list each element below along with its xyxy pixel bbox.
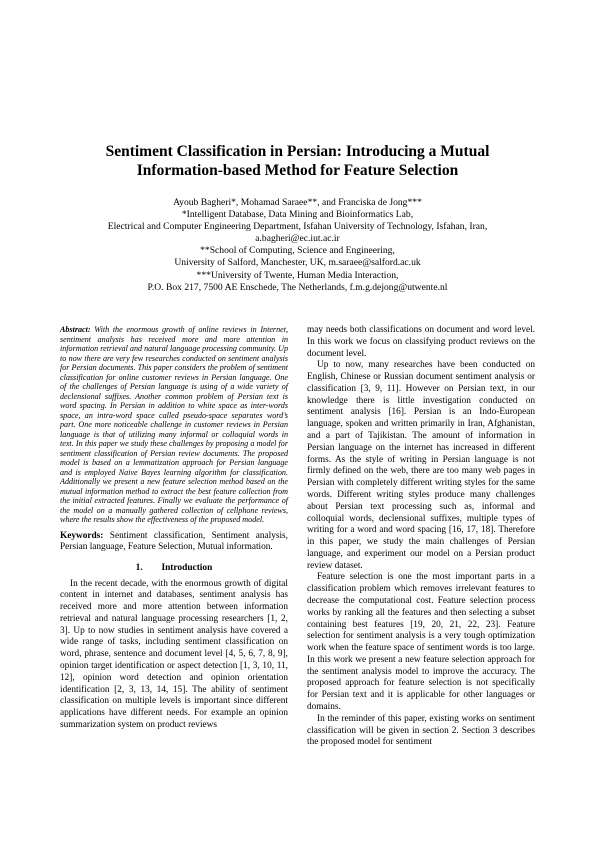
intro-paragraph-continued: may needs both classifications on document and word level. In this work we focus on classifying product reviews on the document level.	[307, 325, 535, 359]
keywords	[60, 531, 288, 554]
right-column	[307, 325, 535, 749]
section-heading-introduction: 1. Introduction	[135, 562, 213, 573]
paper-title	[60, 142, 535, 180]
intro-paragraph-1: In the recent decade, with the enormous growth of digital content in internet and databases, sentiment analysis has received more and more attention between information retrieval and natural language processing researchers [1, 2, 3]. Up to now studies in sentiment analysis have covered a wide range of tasks, including sentiment classification on word, phrase, sentence and document level [4, 5, 6, 7, 8, 9], opinion target identification or aspect detection [1, 3, 10, 11, 12], opinion word detection and opinion orientation identification [2, 3, 13, 14, 15]. The ability of sentiment classification on multiple levels is important since different applications have different needs. For example an opinion summarization system on product reviews	[60, 578, 288, 730]
affiliation-2-line-1: **School of Computing, Science and Engineering,	[200, 245, 395, 257]
affiliation-3-line-2: P.O. Box 217, 7500 AE Enschede, The Netherlands, f.m.g.dejong@utwente.nl	[147, 281, 448, 293]
intro-paragraph-4: In the reminder of this paper, existing works on sentiment classification will be given in section 2. Section 3 describes the proposed model for sentiment	[307, 713, 535, 748]
affiliation-3-line-1: ***University of Twente, Human Media Interaction,	[196, 269, 399, 281]
abstract-label: Abstract:	[60, 325, 91, 334]
left-column	[60, 325, 288, 732]
keywords-text: Sentiment classification, Sentiment analysis, Persian language, Feature Selection, Mutual information.	[60, 530, 288, 552]
intro-paragraph-2: Up to now, many researches have been conducted on English, Chinese or Russian document sentiment analysis or classification [3, 9, 11]. However on Persian text, in our knowledge there is little investigation conducted on sentiment analysis [16]. Persian is an Indo-European language, spoken and written primarily in Iran, Afghanistan, and a part of Tajikistan. The amount of information in Persian language on the internet has increased in different forms. As the style of writing in Persian language is not firmly defined on the web, there are too many web pages in Persian with completely different writing styles for the same words. Different writing styles produce many challenges about Persian text processing such as, informal and colloquial words, declensional suffixes, multiple types of writing for a word and word spacing [16, 17, 18]. Therefore in this paper, we study the main challenges of Persian language, and experiment our model on a Persian product review dataset.	[307, 360, 535, 571]
title-line-2: Information-based Method for Feature Selection	[136, 162, 459, 179]
affiliation-1-email: a.bagheri@ec.iut.ac.ir	[255, 233, 340, 245]
title-line-1: Sentiment Classification in Persian: Introducing a Mutual	[105, 143, 490, 160]
affiliation-2-line-2: University of Salford, Manchester, UK, m.saraee@salford.ac.uk	[174, 257, 421, 269]
abstract-text: With the enormous growth of online reviews in Internet, sentiment analysis has received more and more attention in information retrieval and natural language processing community. Up to now there are very few researches conducted on sentiment analysis for Persian documents. This paper considers the problem of sentiment classification for online customer reviews in Persian language. One of the challenges of Persian language is using of a wide variety of declensional suffixes. Another common problem of Persian text is word spacing. In Persian in addition to white space as inter-words space, an intra-word space called pseudo-space separates word’s part. One more noticeable challenge in customer reviews in Persian language is that of utilizing many informal or colloquial words in text. In this paper we study these challenges by proposing a model for sentiment classification of Persian review documents. The proposed model is based on a lemmatization approach for Persian language and is employed Naive Bayes learning algorithm for classification. Additionally we present a new feature selection method based on the mutual information method to extract the best feature collection from the initial extracted features. Finally we evaluate the performance of the model on a manually gathered collection of cellphone reviews, where the results show the effectiveness of the proposed model.	[60, 325, 288, 524]
intro-paragraph-3: Feature selection is one the most important parts in a classification problem which removes irrelevant features to decrease the computational cost. Feature selection process works by ranking all the features and then selecting a subset containing best features [19, 20, 21, 22, 23]. Feature selection for sentiment analysis is a very tough optimization work when the feature space of sentiment words is too large. In this work we present a new feature selection approach for the sentiment analysis model to improve the accuracy. The proposed approach for feature selection is not specifically for Persian text and it is applicable for other languages or domains.	[307, 572, 535, 712]
author-block	[40, 197, 555, 294]
affiliation-1-line-1: *Intelligent Database, Data Mining and Bioinformatics Lab,	[181, 209, 414, 221]
author-names: Ayoub Bagheri*, Mohamad Saraee**, and Franciska de Jong***	[173, 197, 422, 208]
abstract	[60, 325, 288, 525]
keywords-label: Keywords:	[60, 530, 104, 541]
affiliation-1-line-2: Electrical and Computer Engineering Department, Isfahan University of Technology, Isfahan, Iran,	[107, 221, 488, 233]
